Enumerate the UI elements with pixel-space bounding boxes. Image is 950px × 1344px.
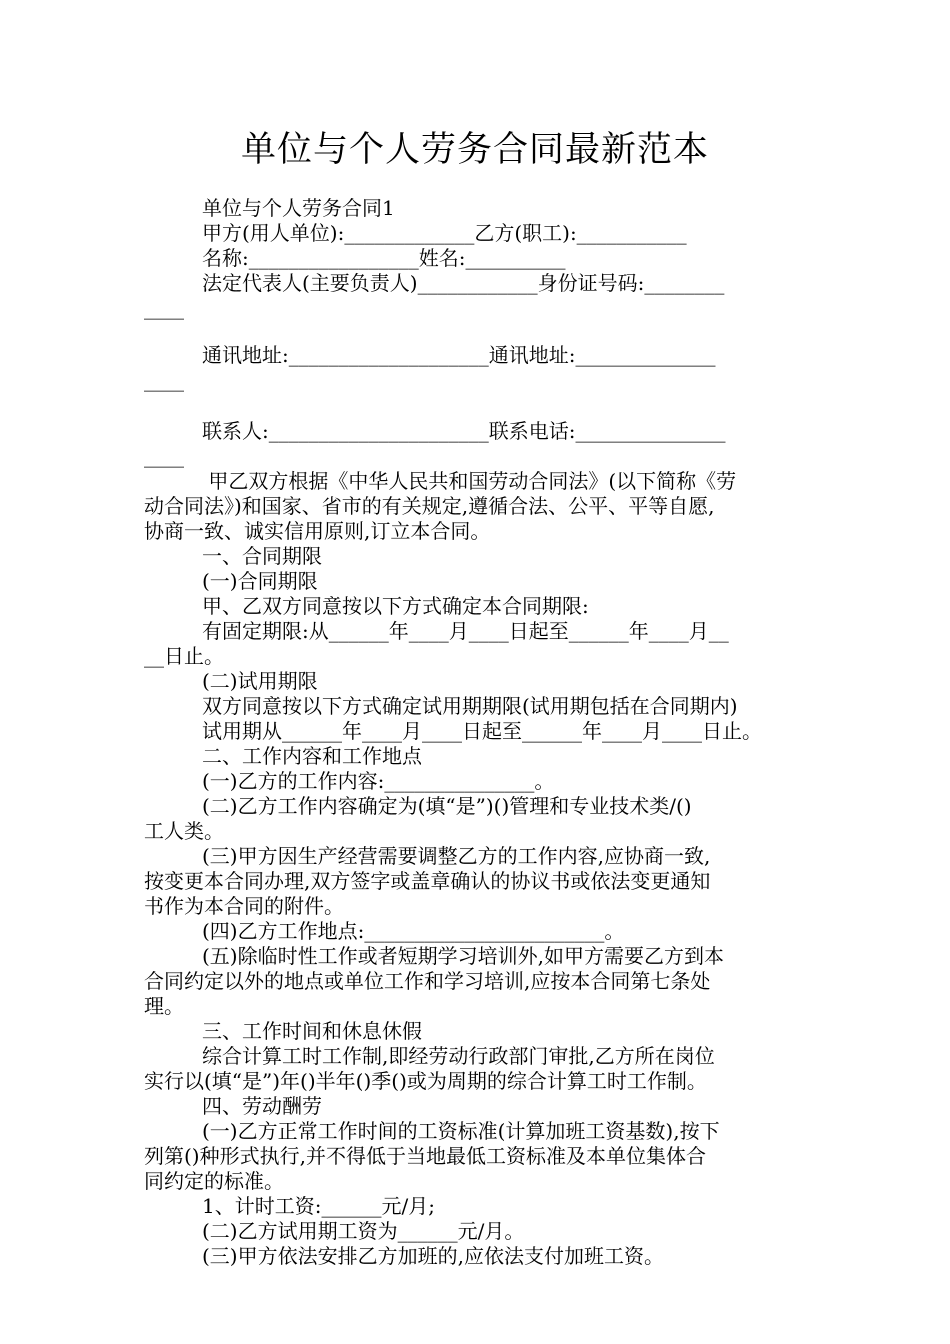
section-heading: 四、劳动酬劳 — [202, 1094, 322, 1118]
paragraph-line: 综合计算工时工作制,即经劳动行政部门审批,乙方所在岗位 — [202, 1044, 715, 1068]
document-title: 单位与个人劳务合同最新范本 — [240, 130, 709, 170]
paragraph-line: 双方同意按以下方式确定试用期期限(试用期包括在合同期内) — [202, 694, 738, 718]
paragraph-line: (三)甲方因生产经营需要调整乙方的工作内容,应协商一致, — [202, 844, 711, 868]
contact-line: 联系人:______________________联系电话:_______________ — [202, 419, 726, 443]
paragraph-line: __日止。 — [144, 644, 224, 668]
paragraph-line: (五)除临时性工作或者短期学习培训外,如甲方需要乙方到本 — [202, 944, 724, 968]
blank-continuation: ____ — [144, 368, 184, 392]
paragraph-line: 甲、乙双方同意按以下方式确定本合同期限: — [202, 594, 589, 618]
party-a-party-b-line: 甲方(用人单位):_____________乙方(职工):___________ — [202, 221, 687, 245]
paragraph-line: 协商一致、诚实信用原则,订立本合同。 — [144, 519, 491, 543]
paragraph-line: 书作为本合同的附件。 — [144, 894, 344, 918]
subsection-heading: (一)合同期限 — [202, 569, 318, 593]
paragraph-line: 1、计时工资:______元/月; — [202, 1194, 435, 1218]
paragraph-line: 列第()种形式执行,并不得低于当地最低工资标准及本单位集体合 — [144, 1144, 706, 1168]
paragraph-line: 有固定期限:从______年____月____日起至______年____月__ — [202, 619, 729, 643]
name-line: 名称:_________________姓名:__________ — [202, 246, 566, 270]
paragraph-line: 工人类。 — [144, 819, 224, 843]
paragraph-line: 试用期从______年____月____日起至______年____月____日止。 — [202, 719, 762, 743]
section-heading: 一、合同期限 — [202, 544, 322, 568]
paragraph-line: (三)甲方依法安排乙方加班的,应依法支付加班工资。 — [202, 1244, 664, 1268]
paragraph-line: 理。 — [144, 994, 184, 1018]
subsection-heading: (二)试用期限 — [202, 669, 318, 693]
section-heading: 三、工作时间和休息休假 — [202, 1019, 422, 1043]
address-line: 通讯地址:____________________通讯地址:______________ — [202, 343, 716, 367]
section-heading: 二、工作内容和工作地点 — [202, 744, 422, 768]
blank-continuation: ____ — [144, 296, 184, 320]
paragraph-line: 合同约定以外的地点或单位工作和学习培训,应按本合同第七条处 — [144, 969, 711, 993]
paragraph-line: (一)乙方正常工作时间的工资标准(计算加班工资基数),按下 — [202, 1119, 720, 1143]
paragraph-line: 动合同法》)和国家、省市的有关规定,遵循合法、公平、平等自愿, — [144, 494, 715, 518]
legal-rep-id-line: 法定代表人(主要负责人)____________身份证号码:________ — [202, 271, 725, 295]
document-body — [144, 196, 810, 1269]
paragraph-line: 甲乙双方根据《中华人民共和国劳动合同法》(以下简称《劳 — [202, 469, 737, 493]
paragraph-line: (二)乙方试用期工资为______元/月。 — [202, 1219, 525, 1243]
paragraph-line: (二)乙方工作内容确定为(填“是”)()管理和专业技术类/() — [202, 794, 692, 818]
paragraph-line: 实行以(填“是”)年()半年()季()或为周期的综合计算工时工作制。 — [144, 1069, 707, 1093]
paragraph-line: (一)乙方的工作内容:_______________。 — [202, 769, 555, 793]
contract-subtitle: 单位与个人劳务合同1 — [202, 196, 395, 220]
paragraph-line: 按变更本合同办理,双方签字或盖章确认的协议书或依法变更通知 — [144, 869, 711, 893]
paragraph-line: 同约定的标准。 — [144, 1169, 284, 1193]
paragraph-line: (四)乙方工作地点:________________________。 — [202, 919, 625, 943]
blank-continuation: ____ — [144, 444, 184, 468]
